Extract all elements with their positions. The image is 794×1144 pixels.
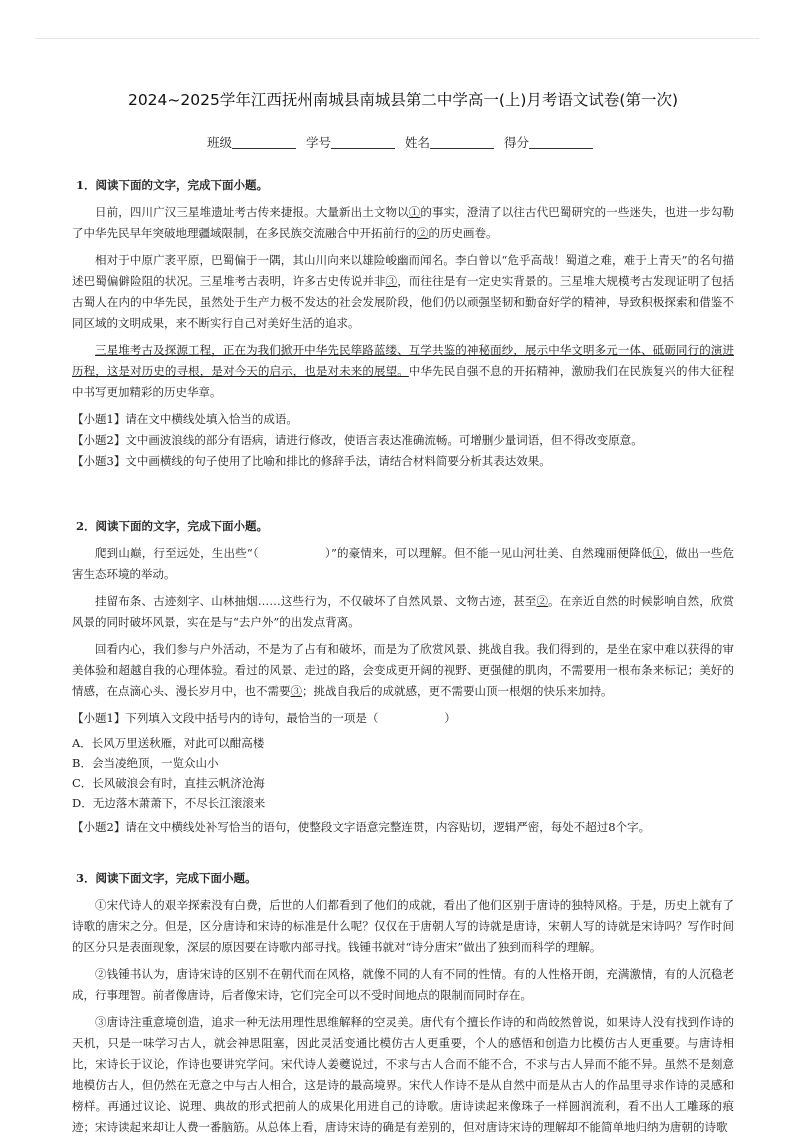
exam-page bbox=[72, 88, 734, 1144]
id-label: 学号 bbox=[305, 135, 331, 150]
option-c: C．长风破浪会有时，直挂云帆济沧海 bbox=[72, 776, 265, 790]
class-label: 班级 bbox=[206, 135, 232, 150]
question-1 bbox=[72, 175, 734, 472]
blank-marker-2: ② bbox=[417, 226, 429, 240]
score-blank[interactable] bbox=[529, 134, 593, 149]
q3-paragraph-3: ③唐诗注重意境创造，追求一种无法用理性思维解释的空灵美。唐代有个擅长作诗的和尚皎然曾说，如果诗人没有找到作诗的天机，只是一味学习古人，就会神思阻塞，因此灵活变通比模仿古人更重要，个人的感悟和创造力比模仿古人更重要。与唐诗相比，宋诗长于议论，作诗也要讲究学问。宋代诗人姜夔说过，不求与古人合而不能不合，不求与古人异而不能不异。虽然不是刻意地模仿古人，但仍然在无意之中与古人相合，这是诗的最高境界。宋代人作诗不是从自然中而是从古人的作品里寻求作诗的灵感和榜样。再通过议论、说理、典故的形式把前人的成果化用进自己的诗歌。唐诗读起来像珠子一样圆润流利，看不出人工雕琢的痕迹；宋诗读起来却让人费一番脑筋。从总体上看，唐诗宋诗的确是有差别的，但对唐诗宋诗的理解却不能简单地归纳为唐朝的诗歌 bbox=[72, 1015, 734, 1134]
blank-marker-2: ② bbox=[536, 594, 549, 608]
q2-sub-2: 【小题2】请在文中横线处补写恰当的语句，使整段文字语意完整连贯，内容贴切，逻辑严密，每处不超过8个字。 bbox=[72, 820, 651, 834]
blank-marker-3: ③ bbox=[290, 684, 302, 698]
q2-sub-1: 【小题1】下列填入文段中括号内的诗句，最恰当的一项是（ ） bbox=[72, 711, 456, 725]
q1-paragraph-1: 日前，四川广汉三星堆遗址考古传来捷报。大量新出土文物以①的事实，澄清了以往古代巴蜀研究的一些迷失，也进一步勾勒了中华先民早年突破地理疆域限制，在多民族交流融合中开拓前行的②的历史画卷。 bbox=[72, 205, 735, 240]
q1-sub-1: 【小题1】请在文中横线处填入恰当的成语。 bbox=[72, 412, 298, 426]
question-2-heading: 2．阅读下面的文字，完成下面小题。 bbox=[76, 519, 268, 533]
blank-marker-1: ① bbox=[408, 205, 421, 219]
question-3 bbox=[72, 868, 734, 1138]
q1-sub-2: 【小题2】文中画波浪线的部分有语病，请进行修改，使语言表达准确流畅。可增删少量词语，但不得改变原意。 bbox=[72, 433, 643, 447]
q2-paragraph-3: 回看内心，我们参与户外活动，不是为了占有和破坏，而是为了欣赏风景、挑战自我。我们得到的，是坐在家中难以获得的审美体验和超越自我的心理体验。看过的风景、走过的路，会变成更开阔的视野、更强健的肌肉，不需要用一根布条来标记；美好的情感，在点滴心头、漫长岁月中，也不需要③；挑战自我后的成就感，更不需要山顶一根烟的快乐来加持。 bbox=[72, 642, 734, 698]
name-label: 姓名 bbox=[404, 135, 430, 150]
score-label: 得分 bbox=[503, 135, 529, 150]
option-a: A．长风万里送秋雁，对此可以酣高楼 bbox=[72, 736, 265, 750]
question-1-heading: 1．阅读下面的文字，完成下面小题。 bbox=[76, 178, 268, 192]
option-b: B．会当凌绝顶，一览众山小 bbox=[72, 756, 219, 770]
question-2 bbox=[72, 516, 734, 838]
question-3-heading: 3．阅读下面文字，完成下面小题。 bbox=[76, 871, 257, 885]
page-title: 2024~2025学年江西抚州南城县南城县第二中学高一(上)月考语文试卷(第一次) bbox=[127, 91, 679, 109]
blank-marker-1: ① bbox=[652, 546, 665, 560]
id-blank[interactable] bbox=[331, 134, 395, 149]
option-d: D．无边落木萧萧下，不尽长江滚滚来 bbox=[72, 796, 266, 810]
q1-sub-3: 【小题3】文中画横线的句子使用了比喻和排比的修辞手法，请结合材料简要分析其表达效果。 bbox=[72, 454, 551, 468]
q2-paragraph-2: 挂留布条、古迹刻字、山林抽烟……这些行为，不仅破坏了自然风景、文物古迹，甚至②。在亲近自然的时候影响自然，欣赏风景的同时破坏风景，实在是与“去户外”的出发点背离。 bbox=[72, 594, 735, 629]
q1-paragraph-3: 三星堆考古及探源工程，正在为我们掀开中华先民筚路蓝缕、互学共鉴的神秘面纱，展示中华文明多元一体、砥砺同行的演进历程，这是对历史的寻根，是对今天的启示，也是对未来的展望。中华先民自强不息的开拓精神，激励我们在民族复兴的伟大征程中书写更加精彩的历史华章。 bbox=[72, 343, 735, 399]
blank-marker-3: ③ bbox=[385, 274, 398, 288]
q2-paragraph-1: 爬到山巅，行至远处，生出些“（ ）”的豪情来，可以理解。但不能一见山河壮美、自然瑰丽便降低①，做出一些危害生态环境的举动。 bbox=[72, 546, 734, 581]
class-blank[interactable] bbox=[232, 134, 296, 149]
header-rule bbox=[35, 38, 759, 39]
q1-paragraph-2: 相对于中原广袤平原，巴蜀偏于一隅，其山川向来以雄险峻幽而闻名。李白曾以“危乎高哉！蜀道之难，难于上青天”的名句描述巴蜀偏僻险阻的状况。三星堆考古表明，许多古史传说并非③，而往往是有一定史实背景的。三星堆大规模考古发现证明了包括古蜀人在内的中华先民，虽然处于生产力极不发达的社会发展阶段，他们仍以顽强坚韧和勤奋好学的精神，导致积极探索和借鉴不同区域的文明成果，来不断实行自己对美好生活的追求。 bbox=[72, 253, 735, 330]
underlined-sentence: 三星堆考古及探源工程，正在为我们掀开中华先民筚路蓝缕、互学共鉴的神秘面纱，展示中华文明多元一体、砥砺同行的演进历程，这是对历史的寻根，是对今天的启示，也是对未来的展望。 bbox=[72, 343, 734, 378]
q3-paragraph-2: ②钱锺书认为，唐诗宋诗的区别不在朝代而在风格，就像不同的人有不同的性情。有的人性格开朗，充满激情，有的人沉稳老成，行事理智。前者像唐诗，后者像宋诗，它们完全可以不受时间地点的限制而同时存在。 bbox=[72, 967, 734, 1002]
name-blank[interactable] bbox=[430, 134, 494, 149]
q3-paragraph-1: ①宋代诗人的艰辛探索没有白费，后世的人们都看到了他们的成就，看出了他们区别于唐诗的独特风格。于是，历史上就有了诗歌的唐宋之分。但是，区分唐诗和宋诗的标准是什么呢？仅仅在于唐朝人写的诗就是唐诗，宋朝人写的诗就是宋诗吗？写作时间的区分只是表面现象，深层的原因要在诗歌内部寻找。钱锺书就对“诗分唐宋”做出了独到而科学的理解。 bbox=[72, 898, 734, 954]
student-info-line bbox=[72, 132, 734, 153]
